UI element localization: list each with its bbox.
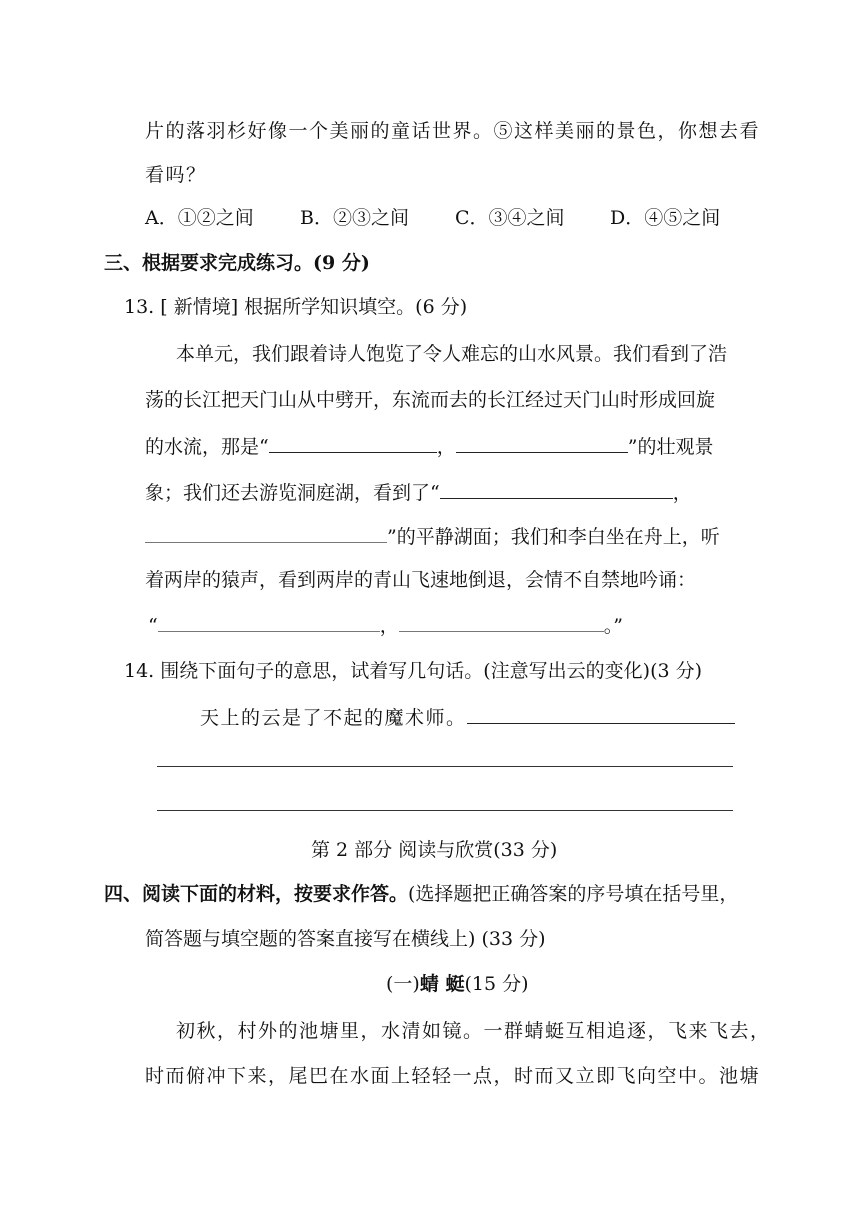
paragraph-line xyxy=(145,522,720,550)
fill-blank[interactable] xyxy=(456,432,628,453)
text: “ xyxy=(148,615,158,637)
section4-heading: 四、阅读下面的材料，按要求作答。 xyxy=(104,883,409,905)
paragraph-line: 荡的长江把天门山从中劈开，东流而去的长江经过天门山时形成回旋 xyxy=(145,389,716,411)
text: ， xyxy=(379,615,399,637)
text: 。” xyxy=(603,615,623,637)
writing-line[interactable] xyxy=(467,703,735,724)
writing-line[interactable] xyxy=(157,766,733,767)
question-title: 14. 围绕下面句子的意思，试着写几句话。(注意写出云的变化)(3 分) xyxy=(124,660,703,682)
text: ， xyxy=(436,436,456,458)
text: 象；我们还去游览洞庭湖，看到了“ xyxy=(145,482,440,504)
text: (15 分) xyxy=(464,973,529,995)
section3-heading: 三、根据要求完成练习。(9 分) xyxy=(104,252,370,274)
section-heading xyxy=(104,250,370,276)
text: (一) xyxy=(386,973,420,995)
option-d[interactable]: D．④⑤之间 xyxy=(610,207,721,229)
passage-line: 片的落羽杉好像一个美丽的童话世界。⑤这样美丽的景色，你想去看 xyxy=(145,120,761,142)
paragraph-line xyxy=(148,611,623,639)
instruction-line: 简答题与填空题的答案直接写在横线上) (33 分) xyxy=(145,928,546,950)
fill-blank[interactable] xyxy=(440,478,673,499)
section-heading xyxy=(104,881,738,907)
option-c[interactable]: C．③④之间 xyxy=(455,207,565,229)
section4-instruction: (选择题把正确答案的序号填在括号里， xyxy=(408,883,739,905)
text: 蜻 蜓 xyxy=(419,973,465,995)
text: 的水流，那是“ xyxy=(145,436,269,458)
reading-line: 时而俯冲下来，尾巴在水面上轻轻一点，时而又立即飞向空中。池塘 xyxy=(145,1065,761,1087)
answer-options xyxy=(145,205,720,231)
fill-blank[interactable] xyxy=(145,522,387,543)
text: 天上的云是了不起的魔术师。 xyxy=(200,707,467,729)
question-title: 13. [ 新情境] 根据所学知识填空。(6 分) xyxy=(124,296,468,318)
passage-line: 看吗？ xyxy=(145,164,207,186)
text: ， xyxy=(672,482,692,504)
paragraph-line xyxy=(145,432,713,460)
text: ”的壮观景 xyxy=(627,436,714,458)
paragraph-line: 着两岸的猿声，看到两岸的青山飞速地倒退，会情不自禁地吟诵： xyxy=(145,569,697,591)
paragraph-line xyxy=(145,478,692,506)
fill-blank[interactable] xyxy=(399,611,604,632)
fill-blank[interactable] xyxy=(158,611,380,632)
option-a[interactable]: A．①②之间 xyxy=(145,207,254,229)
text: ”的平静湖面；我们和李白坐在舟上，听 xyxy=(387,526,720,548)
reading-title xyxy=(386,971,529,997)
part-title: 第 2 部分 阅读与欣赏(33 分) xyxy=(311,839,558,861)
prompt-line xyxy=(200,703,735,731)
fill-blank[interactable] xyxy=(269,432,437,453)
option-b[interactable]: B．②③之间 xyxy=(300,207,409,229)
reading-line: 初秋，村外的池塘里，水清如镜。一群蜻蜓互相追逐，飞来飞去， xyxy=(176,1020,771,1042)
paragraph-line: 本单元，我们跟着诗人饱览了令人难忘的山水风景。我们看到了浩 xyxy=(176,343,728,365)
writing-line[interactable] xyxy=(157,810,733,811)
